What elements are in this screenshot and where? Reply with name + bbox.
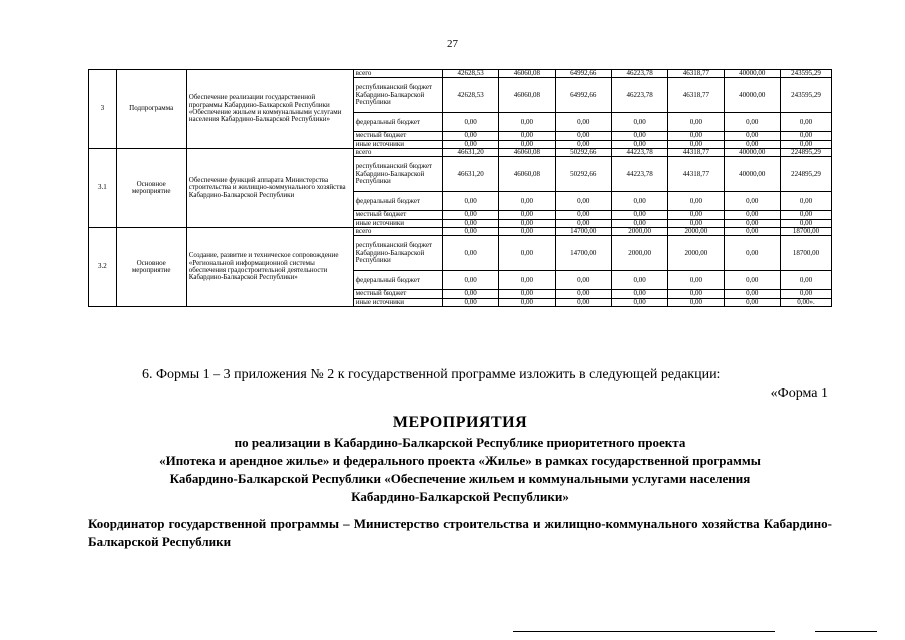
year-value: 0,00 bbox=[499, 219, 555, 227]
funding-source: федеральный бюджет bbox=[353, 113, 442, 132]
table-row bbox=[89, 70, 832, 78]
row-type: Основное мероприятие bbox=[116, 149, 186, 228]
row-name: Создание, развитие и техническое сопровождение «Региональной информационной системы обеспечения градостроительной деятельности Кабардино-Балкарской Республики» bbox=[186, 228, 353, 307]
funding-source: иные источники bbox=[353, 219, 442, 227]
year-value: 2000,00 bbox=[611, 228, 667, 236]
total-value: 0,00 bbox=[780, 113, 831, 132]
year-value: 0,00 bbox=[442, 236, 498, 271]
total-value: 224895,29 bbox=[780, 149, 831, 157]
funding-source: республиканский бюджет Кабардино-Балкарской Республики bbox=[353, 157, 442, 192]
year-value: 0,00 bbox=[724, 132, 780, 140]
year-value: 0,00 bbox=[442, 140, 498, 148]
year-value: 40000,00 bbox=[724, 149, 780, 157]
year-value: 0,00 bbox=[668, 290, 724, 298]
year-value: 0,00 bbox=[668, 113, 724, 132]
funding-source: республиканский бюджет Кабардино-Балкарской Республики bbox=[353, 236, 442, 271]
year-value: 0,00 bbox=[499, 211, 555, 219]
year-value: 0,00 bbox=[724, 219, 780, 227]
row-type: Основное мероприятие bbox=[116, 228, 186, 307]
funding-source: местный бюджет bbox=[353, 290, 442, 298]
year-value: 0,00 bbox=[499, 140, 555, 148]
year-value: 40000,00 bbox=[724, 78, 780, 113]
year-value: 2000,00 bbox=[668, 228, 724, 236]
year-value: 0,00 bbox=[442, 113, 498, 132]
year-value: 44223,78 bbox=[611, 149, 667, 157]
year-value: 0,00 bbox=[668, 140, 724, 148]
year-value: 0,00 bbox=[611, 192, 667, 211]
year-value: 0,00 bbox=[724, 228, 780, 236]
page-number: 27 bbox=[447, 38, 458, 50]
total-value: 0,00 bbox=[780, 290, 831, 298]
year-value: 0,00 bbox=[555, 219, 611, 227]
year-value: 0,00 bbox=[442, 192, 498, 211]
funding-source: федеральный бюджет bbox=[353, 271, 442, 290]
footer-rule-left bbox=[513, 631, 775, 632]
paragraph-6: 6. Формы 1 – 3 приложения № 2 к государственной программе изложить в следующей редакции: bbox=[142, 367, 721, 382]
year-value: 0,00 bbox=[555, 298, 611, 306]
year-value: 64992,66 bbox=[555, 70, 611, 78]
title-line-2: «Ипотека и арендное жилье» и федерального проекта «Жилье» в рамках государственной программы bbox=[159, 453, 761, 468]
row-name: Обеспечение реализации государственной программы Кабардино-Балкарской Республики «Обеспечение жильем и коммунальными услугами населения Кабардино-Балкарской Республики» bbox=[186, 70, 353, 149]
total-value: 0,00 bbox=[780, 132, 831, 140]
total-value: 0,00 bbox=[780, 271, 831, 290]
year-value: 0,00 bbox=[555, 271, 611, 290]
total-value: 243595,29 bbox=[780, 70, 831, 78]
year-value: 0,00 bbox=[499, 271, 555, 290]
year-value: 0,00 bbox=[724, 271, 780, 290]
funding-source: всего bbox=[353, 70, 442, 78]
year-value: 46223,78 bbox=[611, 78, 667, 113]
year-value: 0,00 bbox=[555, 290, 611, 298]
year-value: 0,00 bbox=[499, 290, 555, 298]
funding-source: иные источники bbox=[353, 298, 442, 306]
year-value: 0,00 bbox=[611, 271, 667, 290]
year-value: 0,00 bbox=[611, 219, 667, 227]
year-value: 0,00 bbox=[611, 211, 667, 219]
year-value: 0,00 bbox=[668, 298, 724, 306]
year-value: 46060,08 bbox=[499, 149, 555, 157]
total-value: 0,00». bbox=[780, 298, 831, 306]
title-block bbox=[88, 414, 832, 506]
year-value: 0,00 bbox=[724, 236, 780, 271]
total-value: 18700,00 bbox=[780, 228, 831, 236]
year-value: 0,00 bbox=[724, 113, 780, 132]
form-label: «Форма 1 bbox=[770, 386, 828, 401]
year-value: 0,00 bbox=[724, 192, 780, 211]
year-value: 0,00 bbox=[724, 140, 780, 148]
year-value: 46631,20 bbox=[442, 149, 498, 157]
funding-source: иные источники bbox=[353, 140, 442, 148]
year-value: 0,00 bbox=[499, 132, 555, 140]
year-value: 0,00 bbox=[668, 271, 724, 290]
coordinator-text: Координатор государственной программы – Министерство строительства и жилищно-коммунального хозяйства Кабардино-Балкарской Республики bbox=[88, 516, 832, 549]
budget-table-body bbox=[89, 70, 832, 307]
year-value: 0,00 bbox=[668, 192, 724, 211]
year-value: 0,00 bbox=[499, 192, 555, 211]
funding-source: местный бюджет bbox=[353, 132, 442, 140]
year-value: 0,00 bbox=[442, 211, 498, 219]
year-value: 0,00 bbox=[611, 298, 667, 306]
year-value: 46318,77 bbox=[668, 78, 724, 113]
year-value: 44223,78 bbox=[611, 157, 667, 192]
year-value: 44318,77 bbox=[668, 149, 724, 157]
title-line-3: Кабардино-Балкарской Республики «Обеспечение жильем и коммунальными услугами населения bbox=[169, 471, 751, 486]
table-row bbox=[89, 228, 832, 236]
year-value: 0,00 bbox=[442, 219, 498, 227]
year-value: 44318,77 bbox=[668, 157, 724, 192]
year-value: 40000,00 bbox=[724, 157, 780, 192]
year-value: 0,00 bbox=[611, 113, 667, 132]
table-row bbox=[89, 149, 832, 157]
year-value: 0,00 bbox=[611, 290, 667, 298]
year-value: 0,00 bbox=[555, 132, 611, 140]
title-main: МЕРОПРИЯТИЯ bbox=[392, 414, 528, 431]
funding-source: республиканский бюджет Кабардино-Балкарской Республики bbox=[353, 78, 442, 113]
year-value: 64992,66 bbox=[555, 78, 611, 113]
year-value: 0,00 bbox=[442, 290, 498, 298]
year-value: 46060,08 bbox=[499, 70, 555, 78]
row-type: Подпрограмма bbox=[116, 70, 186, 149]
year-value: 0,00 bbox=[668, 219, 724, 227]
row-number: 3 bbox=[89, 70, 117, 149]
funding-source: всего bbox=[353, 149, 442, 157]
total-value: 0,00 bbox=[780, 192, 831, 211]
year-value: 0,00 bbox=[555, 211, 611, 219]
year-value: 46318,77 bbox=[668, 70, 724, 78]
total-value: 0,00 bbox=[780, 140, 831, 148]
total-value: 18700,00 bbox=[780, 236, 831, 271]
year-value: 0,00 bbox=[442, 271, 498, 290]
year-value: 0,00 bbox=[555, 113, 611, 132]
budget-table bbox=[88, 69, 832, 307]
year-value: 0,00 bbox=[442, 228, 498, 236]
year-value: 0,00 bbox=[555, 140, 611, 148]
year-value: 0,00 bbox=[499, 113, 555, 132]
footer-rule-right bbox=[815, 631, 877, 632]
total-value: 224895,29 bbox=[780, 157, 831, 192]
title-line-1: по реализации в Кабардино-Балкарской Республике приоритетного проекта bbox=[234, 435, 686, 450]
total-value: 243595,29 bbox=[780, 78, 831, 113]
year-value: 0,00 bbox=[724, 298, 780, 306]
year-value: 14700,00 bbox=[555, 228, 611, 236]
year-value: 0,00 bbox=[499, 298, 555, 306]
year-value: 42628,53 bbox=[442, 78, 498, 113]
row-name: Обеспечение функций аппарата Министерства строительства и жилищно-коммунального хозяйства Кабардино-Балкарской Республики bbox=[186, 149, 353, 228]
year-value: 0,00 bbox=[724, 290, 780, 298]
year-value: 50292,66 bbox=[555, 157, 611, 192]
year-value: 0,00 bbox=[442, 298, 498, 306]
year-value: 0,00 bbox=[442, 132, 498, 140]
year-value: 0,00 bbox=[555, 192, 611, 211]
funding-source: федеральный бюджет bbox=[353, 192, 442, 211]
year-value: 42628,53 bbox=[442, 70, 498, 78]
title-line-4: Кабардино-Балкарской Республики» bbox=[351, 489, 569, 504]
year-value: 0,00 bbox=[668, 211, 724, 219]
row-number: 3.2 bbox=[89, 228, 117, 307]
year-value: 0,00 bbox=[724, 211, 780, 219]
funding-source: всего bbox=[353, 228, 442, 236]
year-value: 0,00 bbox=[499, 228, 555, 236]
row-number: 3.1 bbox=[89, 149, 117, 228]
year-value: 14700,00 bbox=[555, 236, 611, 271]
year-value: 46060,08 bbox=[499, 157, 555, 192]
total-value: 0,00 bbox=[780, 211, 831, 219]
year-value: 46631,20 bbox=[442, 157, 498, 192]
total-value: 0,00 bbox=[780, 219, 831, 227]
funding-source: местный бюджет bbox=[353, 211, 442, 219]
year-value: 46223,78 bbox=[611, 70, 667, 78]
year-value: 0,00 bbox=[668, 132, 724, 140]
year-value: 46060,08 bbox=[499, 78, 555, 113]
year-value: 0,00 bbox=[499, 236, 555, 271]
year-value: 50292,66 bbox=[555, 149, 611, 157]
year-value: 2000,00 bbox=[668, 236, 724, 271]
year-value: 0,00 bbox=[611, 132, 667, 140]
year-value: 2000,00 bbox=[611, 236, 667, 271]
year-value: 0,00 bbox=[611, 140, 667, 148]
year-value: 40000,00 bbox=[724, 70, 780, 78]
